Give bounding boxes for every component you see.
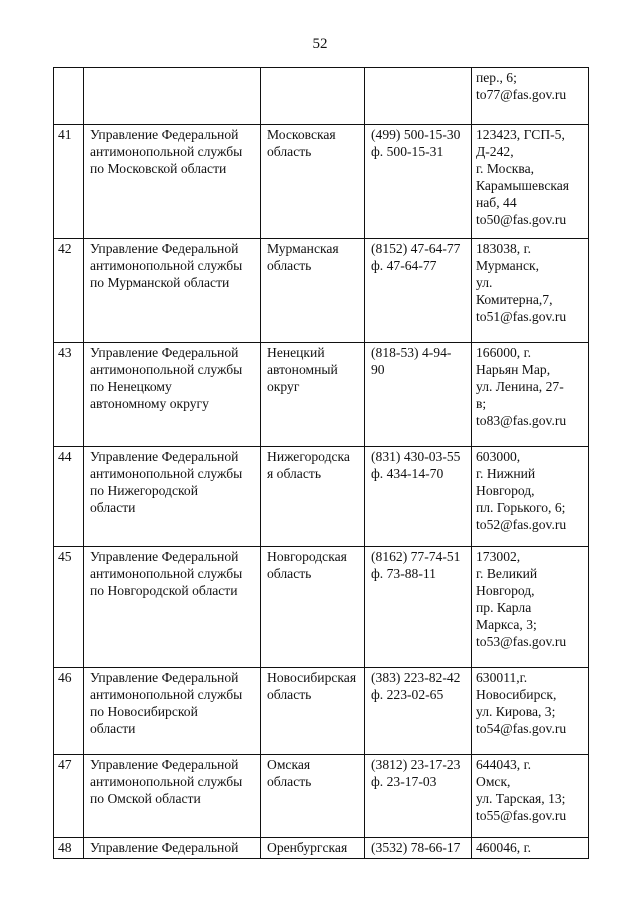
office-name-cell: [84, 68, 261, 125]
cell-line: ф. 23-17-03: [371, 774, 437, 789]
address-cell: [472, 68, 589, 125]
table-row: [54, 239, 589, 343]
region-cell: [261, 668, 365, 755]
cell-line: ул. Кирова, 3;: [476, 704, 556, 719]
table-row: [54, 668, 589, 755]
cell-line: Мурманск,: [476, 258, 539, 273]
page-number: 52: [312, 36, 328, 52]
cell-line: области: [90, 500, 136, 515]
cell-line: Управление Федеральной: [90, 757, 239, 772]
cell-line: Управление Федеральной: [90, 449, 239, 464]
address-cell: [472, 447, 589, 547]
cell-line: (3812) 23-17-23: [371, 757, 461, 772]
row-number-cell: 46: [54, 668, 84, 755]
cell-line: to50@fas.gov.ru: [476, 212, 567, 227]
cell-line: по Нижегородской: [90, 483, 198, 498]
cell-line: ул.: [476, 275, 493, 290]
row-number-cell: 45: [54, 547, 84, 668]
table-row: [54, 68, 589, 125]
cell-line: Новосибирск,: [476, 687, 557, 702]
row-number-cell: 47: [54, 755, 84, 838]
cell-line: Нижегородска: [267, 449, 350, 464]
address-cell: [472, 668, 589, 755]
cell-line: антимонопольной службы: [90, 774, 243, 789]
cell-line: to55@fas.gov.ru: [476, 808, 567, 823]
cell-line: ф. 500-15-31: [371, 144, 444, 159]
cell-line: Д-242,: [476, 144, 514, 159]
cell-line: (383) 223-82-42: [371, 670, 461, 685]
cell-line: Карамышевская: [476, 178, 570, 193]
cell-line: 460046, г.: [476, 840, 532, 855]
cell-line: Управление Федеральной: [90, 127, 239, 142]
cell-line: наб, 44: [476, 195, 517, 210]
table-row: [54, 125, 589, 239]
cell-line: антимонопольной службы: [90, 258, 243, 273]
cell-line: ф. 223-02-65: [371, 687, 444, 702]
cell-line: Нарьян Мар,: [476, 362, 551, 377]
cell-line: Омская: [267, 757, 311, 772]
cell-line: области: [90, 721, 136, 736]
cell-line: я область: [267, 466, 322, 481]
table-row: [54, 838, 589, 859]
row-number-cell: 43: [54, 343, 84, 447]
phone-cell: [365, 668, 472, 755]
cell-line: автономному округу: [90, 396, 209, 411]
cell-line: г. Москва,: [476, 161, 535, 176]
cell-line: Новгородская: [267, 549, 347, 564]
cell-line: 90: [371, 362, 385, 377]
office-name-cell: [84, 668, 261, 755]
row-number-cell: 42: [54, 239, 84, 343]
cell-line: to77@fas.gov.ru: [476, 87, 567, 102]
cell-line: 173002,: [476, 549, 521, 564]
cell-line: Ненецкий: [267, 345, 325, 360]
cell-line: Омск,: [476, 774, 511, 789]
office-name-cell: [84, 838, 261, 859]
table-row: [54, 755, 589, 838]
region-cell: [261, 68, 365, 125]
cell-line: автономный: [267, 362, 338, 377]
cell-line: (831) 430-03-55: [371, 449, 461, 464]
cell-line: to53@fas.gov.ru: [476, 634, 567, 649]
region-cell: [261, 838, 365, 859]
cell-line: (499) 500-15-30: [371, 127, 461, 142]
offices-table: [53, 67, 589, 859]
cell-line: Мурманская: [267, 241, 339, 256]
region-cell: [261, 755, 365, 838]
cell-line: область: [267, 258, 312, 273]
cell-line: ф. 47-64-77: [371, 258, 437, 273]
phone-cell: [365, 447, 472, 547]
cell-line: антимонопольной службы: [90, 566, 243, 581]
cell-line: ул. Тарская, 13;: [476, 791, 566, 806]
row-number-cell: 41: [54, 125, 84, 239]
cell-line: ф. 73-88-11: [371, 566, 436, 581]
phone-cell: [365, 838, 472, 859]
cell-line: пр. Карла: [476, 600, 532, 615]
cell-line: 166000, г.: [476, 345, 532, 360]
address-cell: [472, 755, 589, 838]
cell-line: Управление Федеральной: [90, 840, 239, 855]
cell-line: (3532) 78-66-17: [371, 840, 461, 855]
cell-line: (8162) 77-74-51: [371, 549, 461, 564]
cell-line: 123423, ГСП-5,: [476, 127, 565, 142]
cell-line: Новосибирская: [267, 670, 357, 685]
cell-line: антимонопольной службы: [90, 362, 243, 377]
cell-line: по Ненецкому: [90, 379, 172, 394]
cell-line: Управление Федеральной: [90, 670, 239, 685]
cell-line: ф. 434-14-70: [371, 466, 444, 481]
cell-line: Управление Федеральной: [90, 549, 239, 564]
region-cell: [261, 447, 365, 547]
cell-line: Комитерна,7,: [476, 292, 553, 307]
cell-line: по Омской области: [90, 791, 201, 806]
cell-line: ул. Ленина, 27-: [476, 379, 564, 394]
row-number-cell: 44: [54, 447, 84, 547]
offices-table-body: [54, 68, 589, 859]
phone-cell: [365, 68, 472, 125]
cell-line: Управление Федеральной: [90, 345, 239, 360]
address-cell: [472, 125, 589, 239]
cell-line: антимонопольной службы: [90, 687, 243, 702]
cell-line: Оренбургская: [267, 840, 348, 855]
address-cell: [472, 343, 589, 447]
address-cell: [472, 547, 589, 668]
cell-line: область: [267, 144, 312, 159]
row-number-cell: [54, 68, 84, 125]
cell-line: Московская: [267, 127, 336, 142]
cell-line: to83@fas.gov.ru: [476, 413, 567, 428]
region-cell: [261, 239, 365, 343]
cell-line: Маркса, 3;: [476, 617, 537, 632]
cell-line: Новгород,: [476, 483, 535, 498]
cell-line: 630011,г.: [476, 670, 528, 685]
phone-cell: [365, 755, 472, 838]
phone-cell: [365, 343, 472, 447]
office-name-cell: [84, 547, 261, 668]
office-name-cell: [84, 125, 261, 239]
cell-line: пер., 6;: [476, 70, 517, 85]
office-name-cell: [84, 755, 261, 838]
cell-line: по Мурманской области: [90, 275, 230, 290]
cell-line: Управление Федеральной: [90, 241, 239, 256]
cell-line: по Новосибирской: [90, 704, 198, 719]
address-cell: [472, 838, 589, 859]
cell-line: по Новгородской области: [90, 583, 238, 598]
cell-line: г. Нижний: [476, 466, 536, 481]
cell-line: 183038, г.: [476, 241, 532, 256]
cell-line: антимонопольной службы: [90, 144, 243, 159]
cell-line: to54@fas.gov.ru: [476, 721, 567, 736]
cell-line: Новгород,: [476, 583, 535, 598]
office-name-cell: [84, 447, 261, 547]
table-row: [54, 547, 589, 668]
office-name-cell: [84, 239, 261, 343]
cell-line: (8152) 47-64-77: [371, 241, 461, 256]
cell-line: 644043, г.: [476, 757, 532, 772]
cell-line: пл. Горького, 6;: [476, 500, 566, 515]
cell-line: to51@fas.gov.ru: [476, 309, 567, 324]
table-row: [54, 343, 589, 447]
cell-line: (818-53) 4-94-: [371, 345, 452, 360]
cell-line: область: [267, 566, 312, 581]
region-cell: [261, 125, 365, 239]
phone-cell: [365, 125, 472, 239]
cell-line: округ: [267, 379, 300, 394]
cell-line: to52@fas.gov.ru: [476, 517, 567, 532]
phone-cell: [365, 547, 472, 668]
cell-line: 603000,: [476, 449, 521, 464]
region-cell: [261, 547, 365, 668]
cell-line: область: [267, 687, 312, 702]
cell-line: по Московской области: [90, 161, 227, 176]
region-cell: [261, 343, 365, 447]
table-row: [54, 447, 589, 547]
cell-line: область: [267, 774, 312, 789]
cell-line: в;: [476, 396, 487, 411]
row-number-cell: 48: [54, 838, 84, 859]
phone-cell: [365, 239, 472, 343]
cell-line: антимонопольной службы: [90, 466, 243, 481]
office-name-cell: [84, 343, 261, 447]
cell-line: г. Великий: [476, 566, 538, 581]
address-cell: [472, 239, 589, 343]
